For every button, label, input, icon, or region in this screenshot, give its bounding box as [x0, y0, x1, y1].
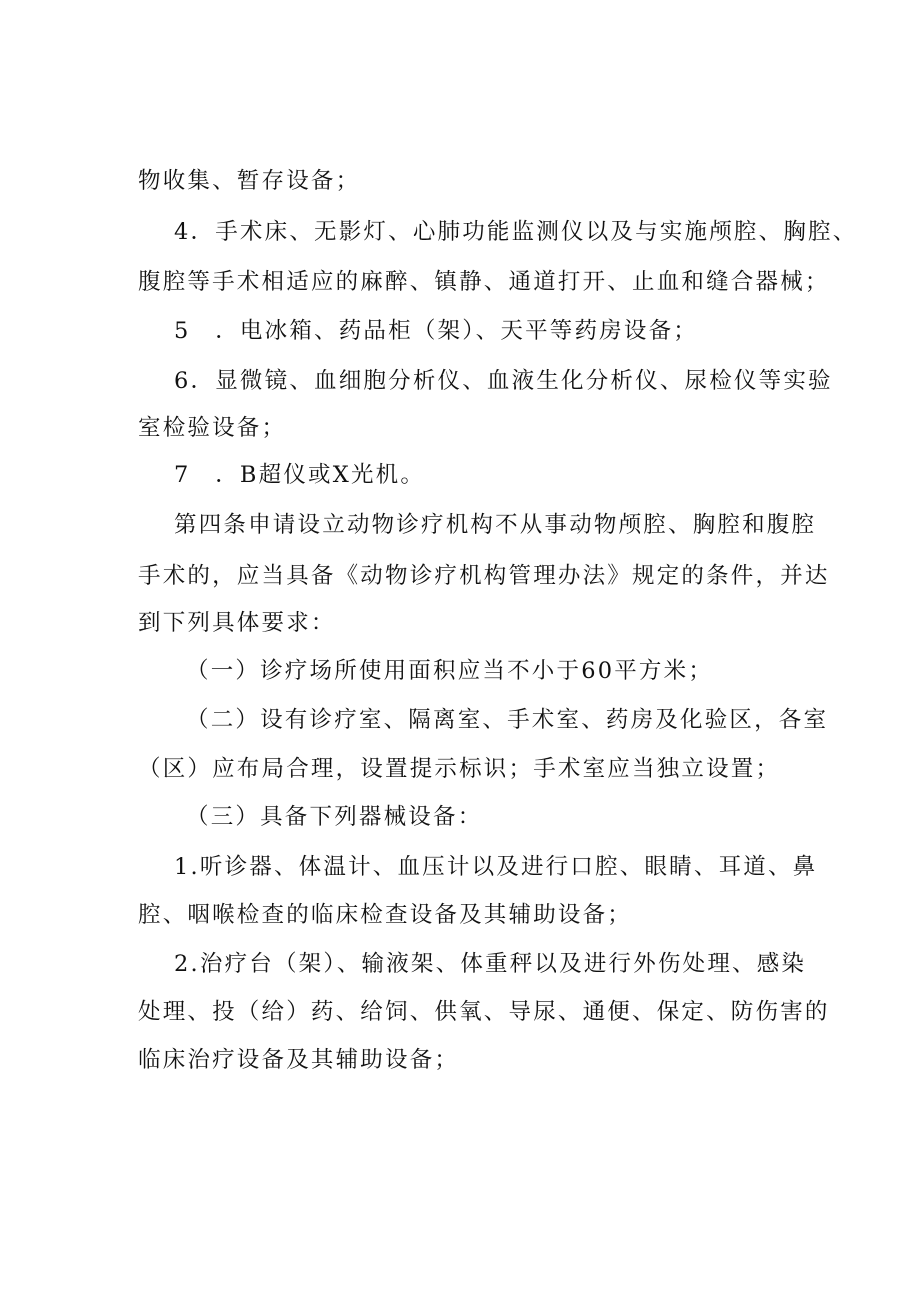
text-line: （二）设有诊疗室、隔离室、手术室、药房及化验区，各室 — [186, 707, 829, 733]
text-line: 1.听诊器、体温计、血压计以及进行口腔、眼睛、耳道、鼻 — [174, 854, 818, 880]
text-line: 临床治疗设备及其辅助设备； — [138, 1047, 460, 1073]
text-line: 处理、投（给）药、给饲、供氧、导尿、通便、保定、防伤害的 — [138, 999, 830, 1025]
text-line: （区）应布局合理，设置提示标识；手术室应当独立设置； — [138, 756, 781, 782]
text-line: 物收集、暂存设备； — [138, 168, 361, 194]
text-line: 手术的，应当具备《动物诊疗机构管理办法》规定的条件，并达 — [138, 563, 830, 589]
text-line: （一）诊疗场所使用面积应当不小于60平方米； — [186, 658, 714, 684]
text-line: 6．显微镜、血细胞分析仪、血液生化分析仪、尿检仪等实验 — [174, 368, 833, 394]
text-line: 室检验设备； — [138, 415, 287, 441]
text-line: 5 ．电冰箱、药品柜（架）、天平等药房设备； — [174, 318, 698, 344]
text-line: 7 ．B超仪或X光机。 — [174, 462, 426, 488]
text-line: 2.治疗台（架）、输液架、体重秤以及进行外伤处理、感染 — [174, 951, 807, 977]
text-line: 腔、咽喉检查的临床检查设备及其辅助设备； — [138, 902, 633, 928]
text-line: （三）具备下列器械设备： — [186, 804, 483, 830]
text-line: 第四条申请设立动物诊疗机构不从事动物颅腔、胸腔和腹腔 — [174, 512, 817, 538]
text-line: 4．手术床、无影灯、心肺功能监测仪以及与实施颅腔、胸腔、 — [174, 219, 858, 245]
text-line: 腹腔等手术相适应的麻醉、镇静、通道打开、止血和缝合器械； — [138, 269, 830, 295]
text-line: 到下列具体要求： — [138, 610, 336, 636]
